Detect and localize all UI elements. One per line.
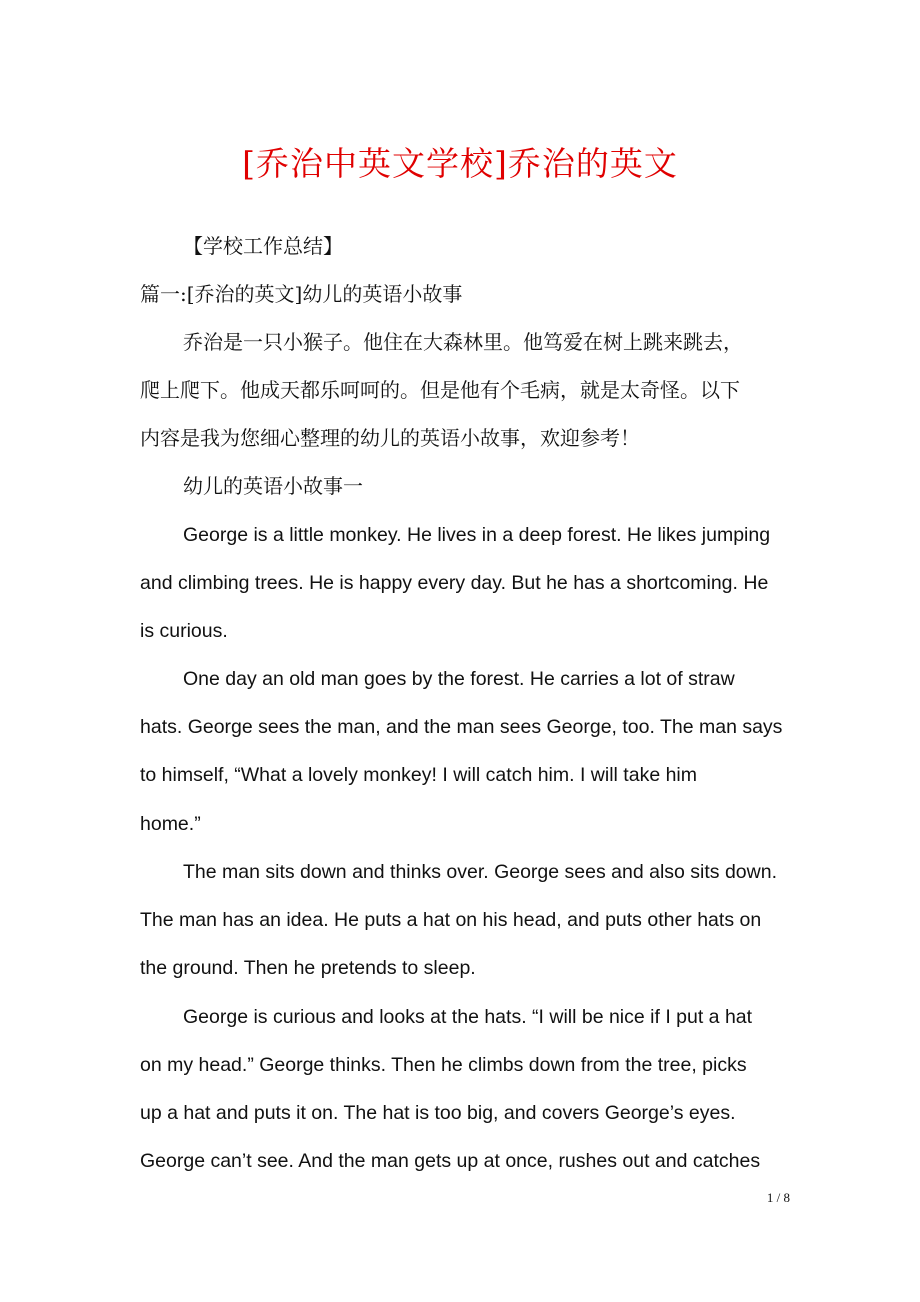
story-line: George can’t see. And the man gets up at once, rushes out and catches: [140, 1150, 761, 1172]
story-line: One day an old man goes by the forest. He carries a lot of straw: [183, 668, 735, 690]
story-line: is curious.: [140, 620, 228, 642]
story-line: George is a little monkey. He lives in a deep forest. He likes jumping: [183, 524, 771, 546]
story-line: hats. George sees the man, and the man sees George, too. The man says: [140, 716, 783, 738]
category-tag: 【学校工作总结】: [183, 234, 343, 258]
story-line: home.”: [140, 813, 201, 835]
story-line: and climbing trees. He is happy every day. But he has a shortcoming. He: [140, 572, 769, 594]
intro-line: 爬上爬下。他成天都乐呵呵的。但是他有个毛病，就是太奇怪。以下: [140, 378, 740, 402]
story-line: to himself, “What a lovely monkey! I will catch him. I will take him: [140, 764, 697, 786]
story-line: up a hat and puts it on. The hat is too big, and covers George’s eyes.: [140, 1102, 736, 1124]
section-heading: 篇一:[乔治的英文]幼儿的英语小故事: [140, 282, 463, 306]
story-line: George is curious and looks at the hats. “I will be nice if I put a hat: [183, 1006, 753, 1028]
story-heading: 幼儿的英语小故事一: [183, 474, 363, 498]
page-number: 1 / 8: [766, 1190, 790, 1205]
story-line: The man sits down and thinks over. George sees and also sits down.: [183, 861, 777, 883]
document-title: [乔治中英文学校]乔治的英文: [242, 144, 678, 183]
story-line: on my head.” George thinks. Then he climbs down from the tree, picks: [140, 1054, 747, 1076]
intro-line: 乔治是一只小猴子。他住在大森林里。他笃爱在树上跳来跳去，: [183, 330, 743, 354]
story-line: The man has an idea. He puts a hat on his head, and puts other hats on: [140, 909, 762, 931]
story-line: the ground. Then he pretends to sleep.: [140, 957, 476, 979]
intro-line: 内容是我为您细心整理的幼儿的英语小故事，欢迎参考！: [140, 426, 640, 450]
